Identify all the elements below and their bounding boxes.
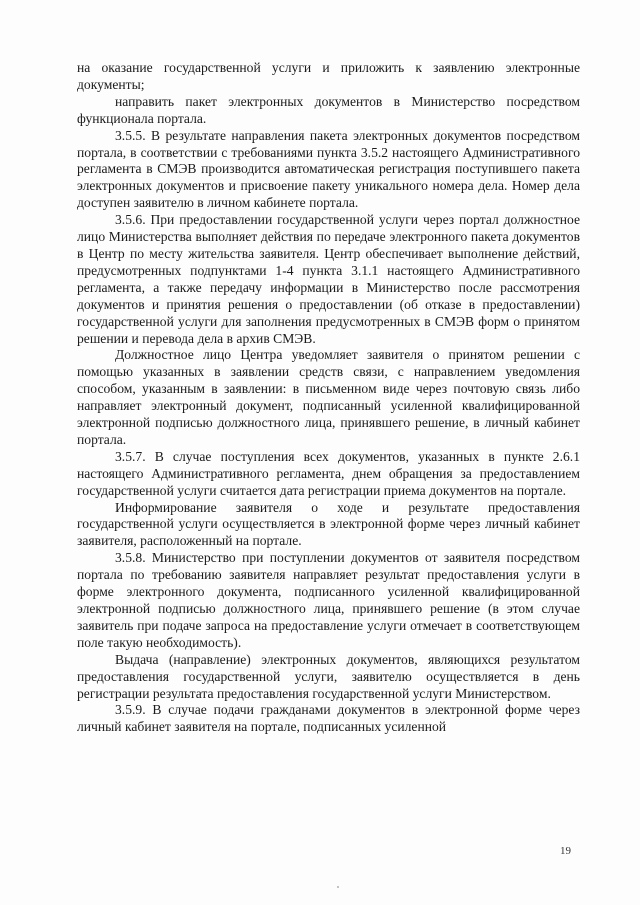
paragraph-3-5-5: 3.5.5. В результате направления пакета электронных документов посредством портала, в соответствии с требованиями пункта 3.5.2 настоящего Административного регламента в СМЭВ производится автоматическая регистрация поступившего пакета электронных документов и присвоение пакету уникального номера дела. Номер дела доступен заявителю в личном кабинете портала.: [77, 127, 580, 211]
paragraph-3-5-9: 3.5.9. В случае подачи гражданами документов в электронной форме через личный кабинет заявителя на портале, подписанных усиленной: [77, 702, 580, 735]
paragraph-continuation: на оказание государственной услуги и приложить к заявлению электронные документы;: [77, 60, 580, 92]
paragraph-3-5-8: 3.5.8. Министерство при поступлении документов от заявителя посредством портала по требованию заявителя направляет результат предоставления услуги в форме электронного документа, подписанного усиленной квалифицированной электронной подписью должностного лица, принявшего решение (в этом случае заявитель при подаче запроса на предоставление услуги отмечает в соответствующем поле такую необходимость).: [77, 550, 580, 650]
body-text: [77, 60, 580, 736]
page-number: 19: [560, 845, 571, 857]
paragraph-center-notifies: Должностное лицо Центра уведомляет заявителя о принятом решении с помощью указанных в заявлении средств связи, с направлением уведомления способом, указанным в заявлении: в письменном виде через почтовую связь либо направляет электронный документ, подписанный усиленной квалифицированной электронной подписью должностного лица, принявшего решение, в личный кабинет портала.: [77, 347, 580, 447]
paragraph-informing: Информирование заявителя о ходе и результате предоставления государственной услуги осуществляется в электронной форме через личный кабинет заявителя, расположенный на портале.: [77, 499, 580, 549]
paragraph-3-5-7: 3.5.7. В случае поступления всех документов, указанных в пункте 2.6.1 настоящего Административного регламента, днем обращения за предоставлением государственной услуги считается дата регистрации приема документов на портале.: [77, 448, 580, 498]
paragraph-3-5-6: 3.5.6. При предоставлении государственной услуги через портал должностное лицо Министерства выполняет действия по передаче электронного пакета документов в Центр по месту жительства заявителя. Центр обеспечивает выполнение действий, предусмотренных подпунктами 1-4 пункта 3.1.1 настоящего Административного регламента, а также передачу информации в Министерство после рассмотрения документов и принятия решения о предоставлении (об отказе в предоставлении) государственной услуги для заполнения предусмотренных в СМЭВ форм о принятом решении и перевода дела в архив СМЭВ.: [77, 212, 580, 346]
paragraph-issuance: Выдача (направление) электронных документов, являющихся результатом предоставления государственной услуги, заявителю осуществляется в день регистрации результата предоставления государственной услуги Министерством.: [77, 651, 580, 701]
scan-speck: [337, 886, 339, 888]
paragraph-send-package: направить пакет электронных документов в Министерство посредством функционала портала.: [77, 93, 580, 126]
